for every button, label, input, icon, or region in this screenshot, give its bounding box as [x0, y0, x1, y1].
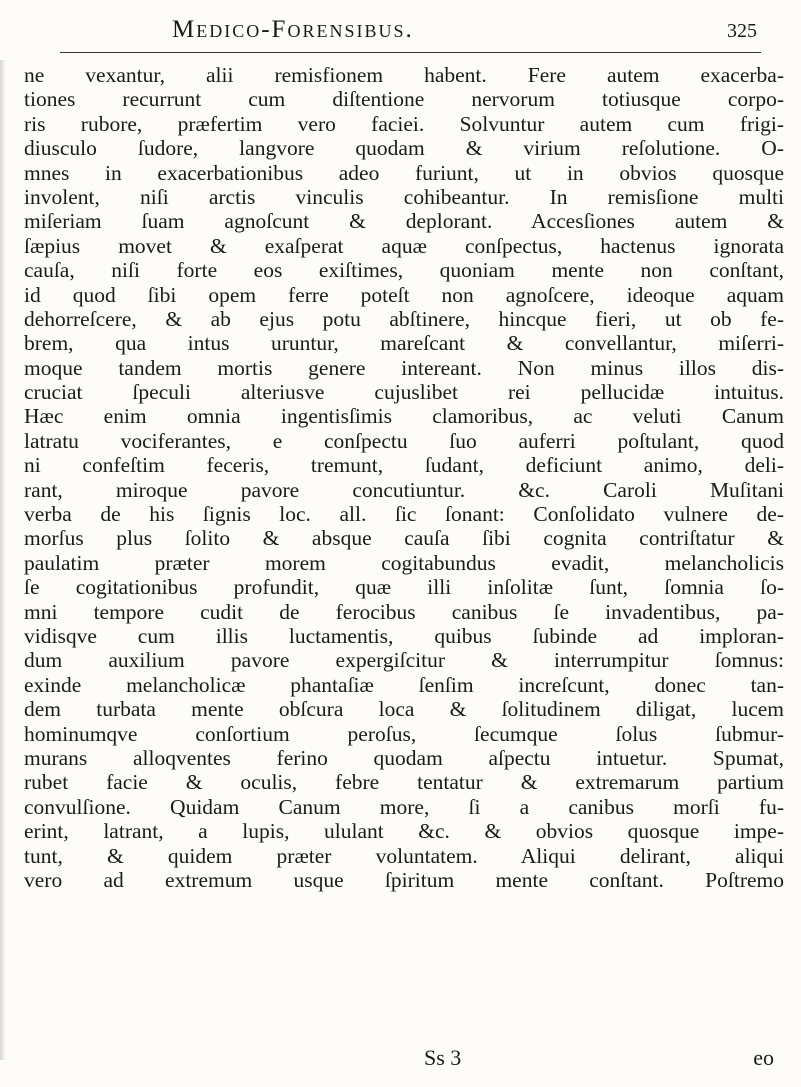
text-line: vidisqve cum illis luctamentis, quibus ſubinde ad imploran- — [24, 623, 784, 648]
text-line: morſus plus ſolito & absque cauſa ſibi cognita contriſtatur & — [24, 526, 784, 551]
text-line: ſe cogitationibus profundit, quæ illi inſolitæ ſunt, ſomnia ſo- — [24, 575, 784, 600]
text-line: erint, latrant, a lupis, ululant &c. & obvios quosque impe- — [24, 819, 784, 844]
text-line: Hæc enim omnia ingentisſimis clamoribus, ac veluti Canum — [24, 404, 784, 429]
text-line: ſæpius movet & exaſperat aquæ conſpectus, hactenus ignorata — [24, 233, 784, 258]
page-footer — [24, 1045, 784, 1073]
text-line: involent, niſi arctis vinculis cohibeantur. In remisſione multi — [24, 184, 784, 209]
page-number: 325 — [727, 20, 757, 42]
text-line: mni tempore cudit de ferocibus canibus ſe invadentibus, pa- — [24, 599, 784, 624]
text-line: diusculo ſudore, langvore quodam & virium reſolutione. O- — [24, 136, 784, 161]
text-line: miſeriam ſuam agnoſcunt & deplorant. Accesſiones autem & — [24, 209, 784, 234]
text-line: rubet facie & oculis, febre tentatur & extremarum partium — [24, 770, 784, 795]
body-text — [24, 63, 784, 892]
text-line: ni confeſtim feceris, tremunt, ſudant, deficiunt animo, deli- — [24, 453, 784, 478]
text-line: dem turbata mente obſcura loca & ſolitudinem diligat, lucem — [24, 697, 784, 722]
signature-mark: Ss 3 — [424, 1045, 462, 1070]
text-line: ne vexantur, alii remisfionem habent. Fere autem exacerba- — [24, 63, 784, 87]
text-line: mnes in exacerbationibus adeo furiunt, ut in obvios quosque — [24, 160, 784, 185]
page-header — [60, 14, 761, 54]
text-line: hominumqve conſortium peroſus, ſecumque ſolus ſubmur- — [24, 721, 784, 746]
text-line: murans alloqventes ferino quodam aſpectu intuetur. Spumat, — [24, 745, 784, 770]
running-head: Medico-Forensibus. — [172, 16, 414, 43]
text-line: dehorreſcere, & ab ejus potu abſtinere, hincque fieri, ut ob fe- — [24, 306, 784, 331]
text-line: id quod ſibi opem ferre poteſt non agnoſcere, ideoque aquam — [24, 282, 784, 307]
text-line: ris rubore, præfertim vero faciei. Solvuntur autem cum frigi- — [24, 111, 784, 136]
catchword: eo — [753, 1045, 774, 1070]
gutter-shadow — [0, 60, 6, 1060]
header-rule — [60, 52, 761, 53]
text-line: convulſione. Quidam Canum more, ſi a canibus morſi fu- — [24, 794, 784, 819]
text-line: dum auxilium pavore expergiſcitur & interrumpitur ſomnus: — [24, 648, 784, 673]
text-line: cruciat ſpeculi alteriusve cujuslibet rei pellucidæ intuitus. — [24, 380, 784, 405]
text-line: brem, qua intus uruntur, mareſcant & convellantur, miſerri- — [24, 331, 784, 356]
text-line: tiones recurrunt cum diſtentione nervorum totiusque corpo- — [24, 87, 784, 112]
text-line: vero ad extremum usque ſpiritum mente conſtant. Poſtremo — [24, 867, 784, 892]
text-line: rant, miroque pavore concutiuntur. &c. Caroli Muſitani — [24, 477, 784, 502]
text-line: tunt, & quidem præter voluntatem. Aliqui delirant, aliqui — [24, 843, 784, 868]
text-line: paulatim præter morem cogitabundus evadit, melancholicis — [24, 550, 784, 575]
text-line: exinde melancholicæ phantaſiæ ſenſim increſcunt, donec tan- — [24, 672, 784, 697]
text-line: moque tandem mortis genere intereant. Non minus illos dis- — [24, 355, 784, 380]
text-line: latratu vociferantes, e conſpectu ſuo auferri poſtulant, quod — [24, 428, 784, 453]
text-line: verba de his ſignis loc. all. ſic ſonant: Conſolidato vulnere de- — [24, 502, 784, 527]
text-line: cauſa, niſi forte eos exiſtimes, quoniam mente non conſtant, — [24, 258, 784, 283]
